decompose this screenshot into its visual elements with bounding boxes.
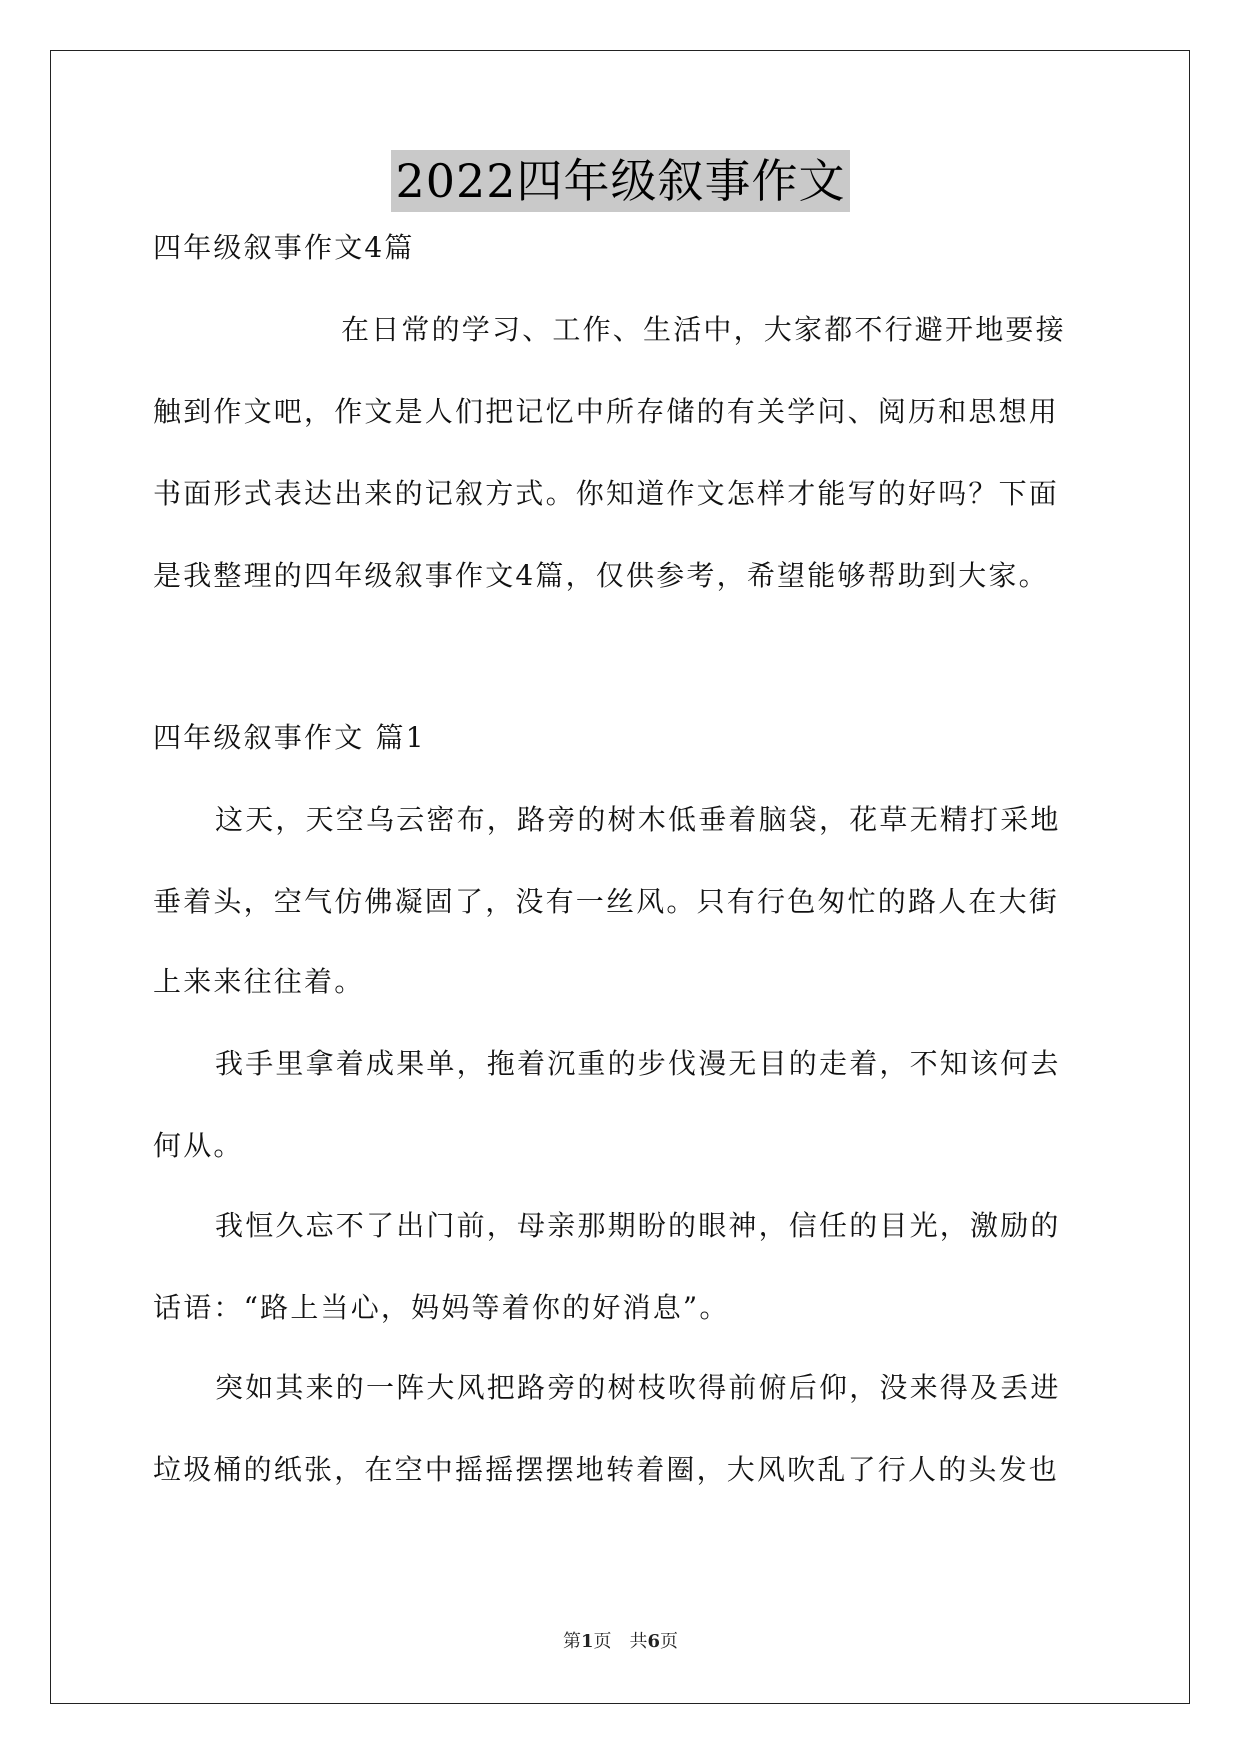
text-line: 上来来往往着。 — [153, 965, 365, 998]
footer-page-suffix: 页 — [593, 1631, 612, 1652]
text-line: 四年级叙事作文4篇 — [153, 231, 415, 264]
footer-total-number: 6 — [647, 1631, 661, 1652]
text-line: 突如其来的一阵大风把路旁的树枝吹得前俯后仰，没来得及丢进 — [215, 1371, 1061, 1404]
text-line: 触到作文吧，作文是人们把记忆中所存储的有关学问、阅历和思想用 — [153, 395, 1060, 428]
text-line: 在日常的学习、工作、生活中，大家都不行避开地要接 — [341, 313, 1066, 346]
text-line: 书面形式表达出来的记叙方式。你知道作文怎样才能写的好吗？下面 — [153, 477, 1060, 510]
footer-total-prefix: 共 — [629, 1631, 648, 1652]
footer-page-prefix: 第 — [562, 1631, 581, 1652]
text-line: 是我整理的四年级叙事作文4篇，仅供参考，希望能够帮助到大家。 — [153, 559, 1049, 592]
footer-total-suffix: 页 — [660, 1631, 679, 1652]
text-line: 何从。 — [153, 1129, 244, 1162]
text-line: 我恒久忘不了出门前，母亲那期盼的眼神，信任的目光，激励的 — [215, 1209, 1061, 1242]
text-line: 垃圾桶的纸张，在空中摇摇摆摆地转着圈，大风吹乱了行人的头发也 — [153, 1453, 1060, 1486]
text-line: 四年级叙事作文 篇1 — [153, 721, 426, 754]
text-line: 垂着头，空气仿佛凝固了，没有一丝风。只有行色匆忙的路人在大街 — [153, 885, 1060, 918]
document-title: 2022四年级叙事作文 — [391, 150, 849, 212]
page-footer — [0, 1630, 1241, 1654]
footer-page-number: 1 — [580, 1631, 594, 1652]
text-line: 话语：“路上当心，妈妈等着你的好消息”。 — [153, 1291, 730, 1324]
title-area — [0, 150, 1241, 212]
text-line: 这天，天空乌云密布，路旁的树木低垂着脑袋，花草无精打采地 — [215, 803, 1061, 836]
text-line: 我手里拿着成果单，拖着沉重的步伐漫无目的走着，不知该何去 — [215, 1047, 1061, 1080]
